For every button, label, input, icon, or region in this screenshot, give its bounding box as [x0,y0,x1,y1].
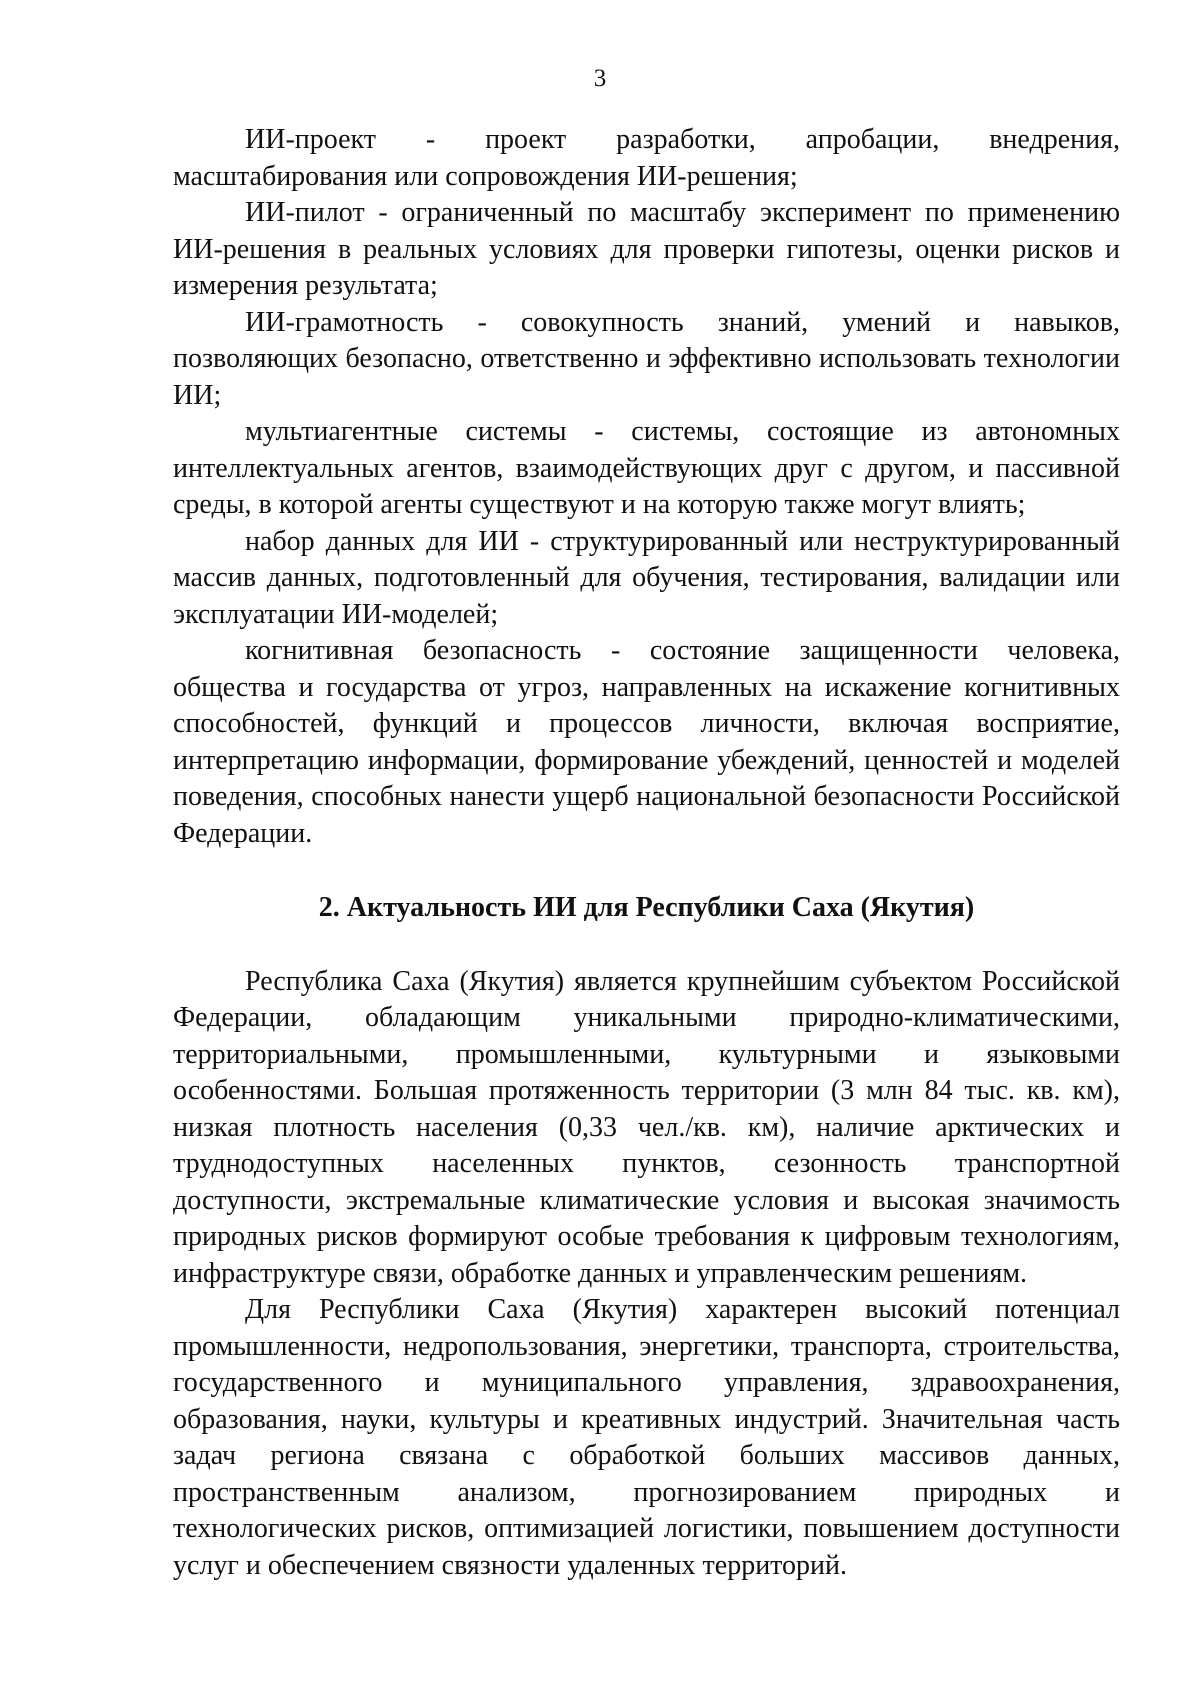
section-heading: 2. Актуальность ИИ для Республики Саха (Якутия) [318,892,975,923]
definition-multiagent-systems: мультиагентные системы - системы, состоящие из автономных интеллектуальных агентов, взаимодействующих друг с другом, и пассивной среды, в которой агенты существуют и на которую также могут влиять; [173,416,1120,520]
definition-ai-literacy: ИИ-грамотность - совокупность знаний, умений и навыков, позволяющих безопасно, ответственно и эффективно использовать технологии ИИ; [173,306,1120,411]
section-paragraph: Для Республики Саха (Якутия) характерен высокий потенциал промышленности, недропользования, энергетики, транспорта, строительства, государственного и муниципального управления, здравоохранения, образования, науки, культуры и креативных индустрий. Значительная часть задач региона связана с обработкой больших массивов данных, пространственным анализом, прогнозированием природных и технологических рисков, оптимизацией логистики, повышением доступности услуг и обеспечением связности удаленных территорий. [173,1294,1120,1581]
definition-ai-pilot: ИИ-пилот - ограниченный по масштабу эксперимент по применению ИИ-решения в реальных условиях для проверки гипотезы, оценки рисков и измерения результата; [173,197,1120,301]
page-number: 3 [593,65,607,92]
document-body [173,122,1120,1584]
definition-cognitive-security: когнитивная безопасность - состояние защищенности человека, общества и государства от угроз, направленных на искажение когнитивных способностей, функций и процессов личности, включая восприятие, интерпретацию информации, формирование убеждений, ценностей и моделей поведения, способных нанести ущерб национальной безопасности Российской Федерации. [173,635,1120,849]
section-paragraph: Республика Саха (Якутия) является крупнейшим субъектом Российской Федерации, обладающим уникальными природно-климатическими, территориальными, промышленными, культурными и языковыми особенностями. Большая протяженность территории (3 млн 84 тыс. кв. км), низкая плотность населения (0,33 чел./кв. км), наличие арктических и труднодоступных населенных пунктов, сезонность транспортной доступности, экстремальные климатические условия и высокая значимость природных рисков формируют особые требования к цифровым технологиям, инфраструктуре связи, обработке данных и управленческим решениям. [173,965,1120,1289]
definition-ai-project: ИИ-проект - проект разработки, апробации, внедрения, масштабирования или сопровождения ИИ-решения; [173,124,1120,192]
definition-ai-dataset: набор данных для ИИ - структурированный или неструктурированный массив данных, подготовленный для обучения, тестирования, валидации или эксплуатации ИИ-моделей; [173,525,1120,630]
